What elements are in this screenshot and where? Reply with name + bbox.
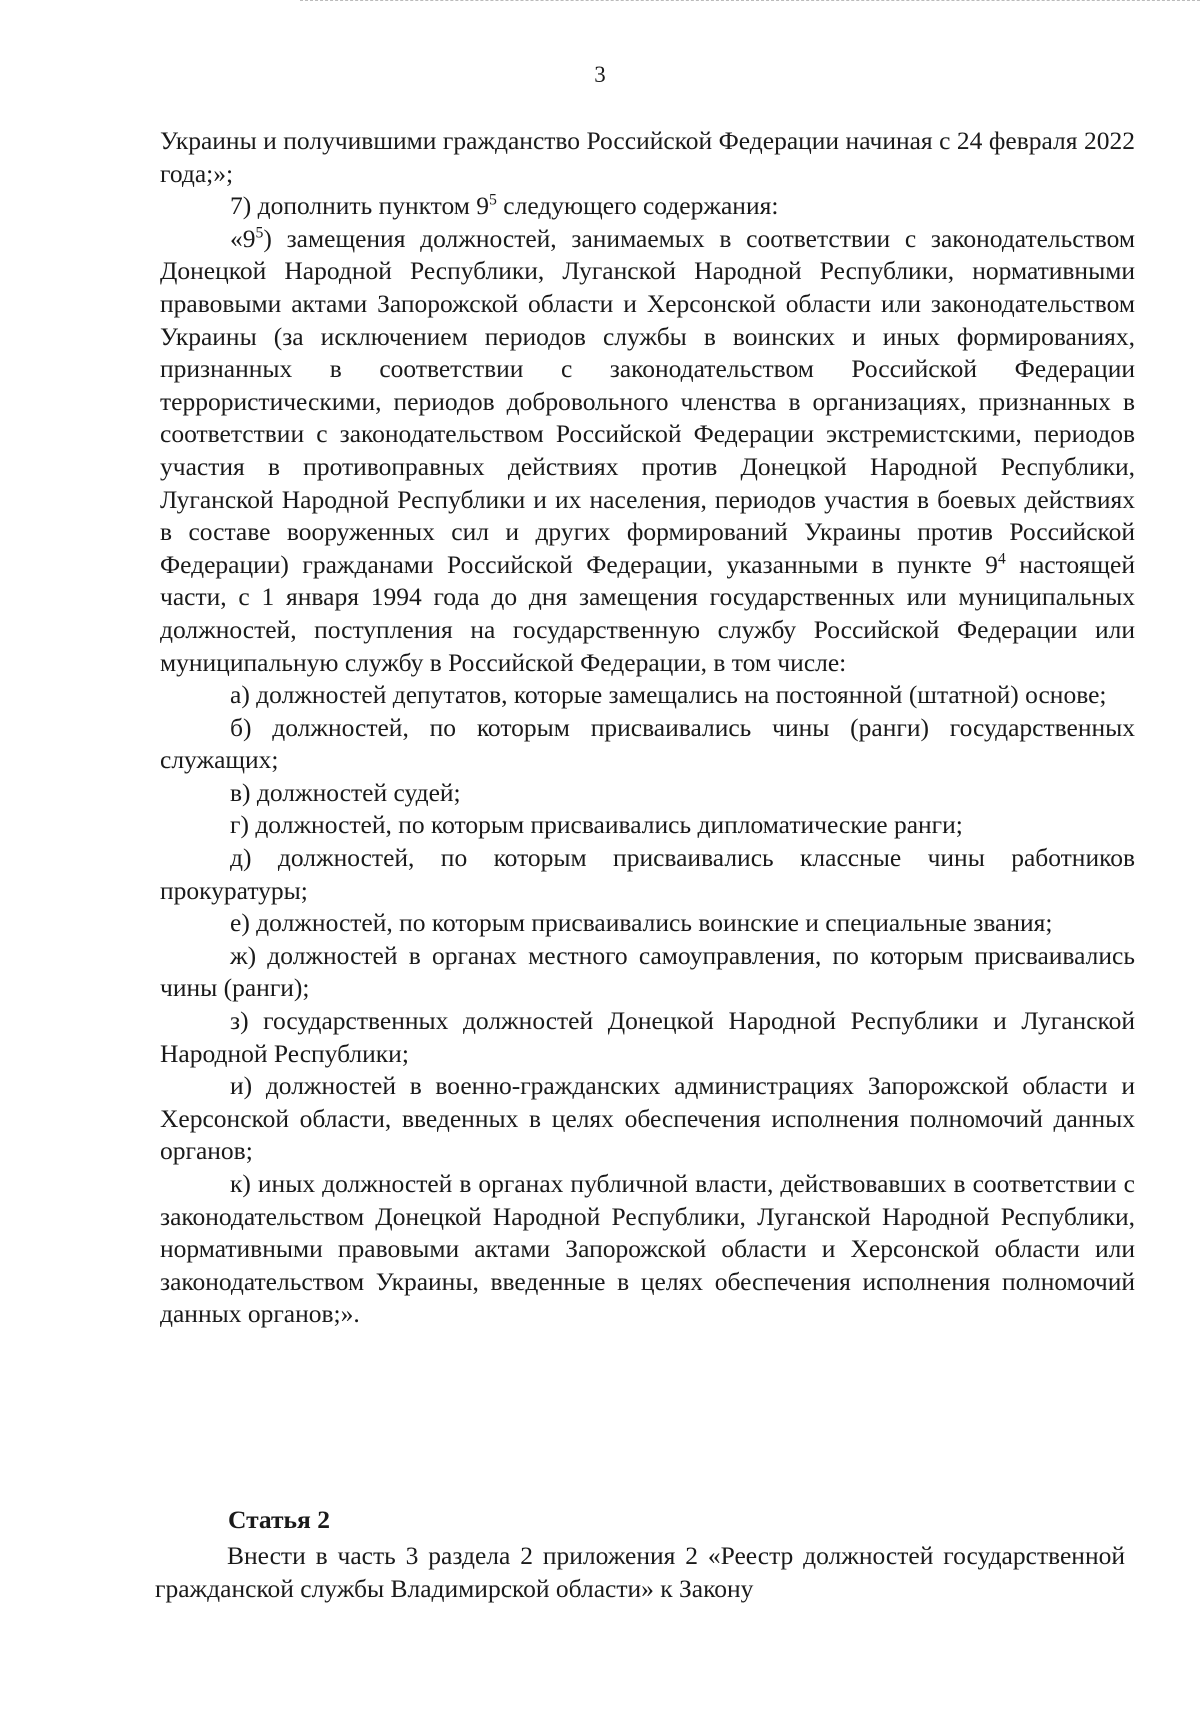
paragraph-continuation: Украины и получившими гражданство Российской Федерации начиная с 24 февраля 2022 года;»; (160, 126, 1135, 188)
subitem-zh: ж) должностей в органах местного самоуправления, по которым присваивались чины (ранги); (160, 940, 1135, 1003)
article-heading: Статья 2 (228, 1505, 330, 1534)
document-body (160, 125, 1135, 1331)
page-number: 3 (594, 62, 606, 87)
subitem-k: к) иных должностей в органах публичной власти, действовавших в соответствии с законодательством Донецкой Народной Республики, Луганской Народной Республики, нормативными правовыми актами Запорожской области и Херсонской области или законодательством Украины, введенные в целях обеспечения исполнения полномочий данных органов;». (160, 1169, 1135, 1329)
scan-edge-line (300, 0, 1200, 2)
subitem-d: д) должностей, по которым присваивались классные чины работников прокуратуры; (160, 843, 1135, 905)
subitem-b: б) должностей, по которым присваивались чины (ранги) государственных служащих; (160, 712, 1135, 775)
subitem-a: а) должностей депутатов, которые замещались на постоянной (штатной) основе; (230, 680, 1107, 710)
subitem-i: и) должностей в военно-гражданских администрациях Запорожской области и Херсонской области, введенных в целях обеспечения исполнения полномочий данных органов; (160, 1071, 1135, 1166)
article-body (155, 1540, 1125, 1605)
subitem-v: в) должностей судей; (230, 777, 461, 807)
article-paragraph: Внести в часть 3 раздела 2 приложения 2 «Реестр должностей государственной гражданской службы Владимирской области» к Закону (155, 1541, 1125, 1603)
paragraph-item-7: 7) дополнить пунктом $9^5$ следующего содержания: (230, 191, 779, 221)
subitem-z: з) государственных должностей Донецкой Народной Республики и Луганской Народной Республики; (160, 1006, 1135, 1068)
subitem-g: г) должностей, по которым присваивались дипломатические ранги; (230, 810, 963, 840)
subitem-e: е) должностей, по которым присваивались воинские и специальные звания; (230, 908, 1053, 938)
paragraph-point-9-5: «$9^5$) замещения должностей, занимаемых в соответствии с законодательством Донецкой Народной Республики, Луганской Народной Республики, нормативными правовыми актами Запорожской области и Херсонской области или законодательством Украины (за исключением периодов службы в воинских и иных формированиях, признанных в соответствии с законодательством Российской Федерации террористическими, периодов добровольного членства в организациях, признанных в соответствии с законодательством Российской Федерации экстремистскими, периодов участия в противоправных действиях против Донецкой Народной Республики, Луганской Народной Республики и их населения, периодов участия в боевых действиях в составе вооруженных сил и других формирований Украины против Российской Федерации) гражданами Российской Федерации, указанными в пункте $9^4$ настоящей части, с 1 января 1994 года до дня замещения государственных или муниципальных должностей, поступления на государственную службу Российской Федерации или муниципальную службу в Российской Федерации, в том числе: (160, 223, 1135, 677)
